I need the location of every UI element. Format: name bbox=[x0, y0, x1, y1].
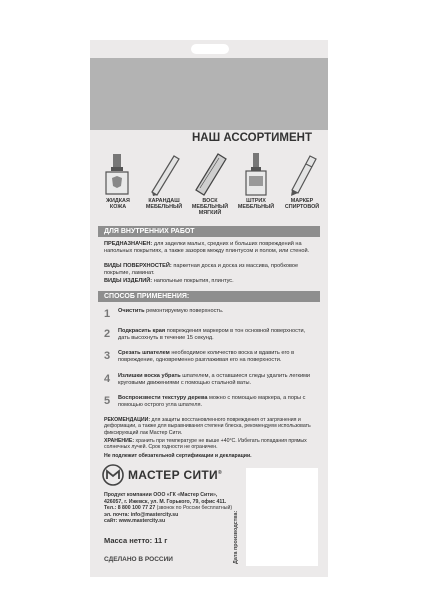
purpose-paragraph: ПРЕДНАЗНАЧЕН: для заделки малых, средних и больших повреждений на напольных покрытиях, а также зазоров между плинтусом и полом, или стеной. bbox=[104, 241, 310, 254]
assortment-title: НАШ АССОРТИМЕНТ bbox=[191, 132, 312, 144]
storage: ХРАНЕНИЕ: хранить при температуре не выше +40°С. Избегать попадания прямых солнечных лучей. Срок годности не ограничен. bbox=[104, 438, 307, 451]
usage-step: 3 Срезать шпателем необходимое количество воска и вдавить его в повреждение, одновременно разглаживая его на поверхности. bbox=[104, 350, 295, 363]
product-label: МАРКЕР СПИРТОВОЙ bbox=[284, 198, 320, 210]
brand-emblem-icon bbox=[102, 464, 124, 486]
product-label: ВОСК МЕБЕЛЬНЫЙ МЯГКИЙ bbox=[191, 198, 229, 216]
product-liquid-leather bbox=[94, 152, 142, 222]
production-date-label: Дата производства: bbox=[233, 510, 239, 564]
product-pencil bbox=[140, 152, 188, 222]
hang-hole bbox=[191, 44, 229, 54]
usage-step: 5 Воспроизвести текстуру дерева можно с помощью маркера, а поры с помощью острого угла шпателя. bbox=[104, 395, 306, 408]
brand-name: МАСТЕР СИТИ® bbox=[128, 468, 222, 482]
liquid-leather-bottle-icon bbox=[98, 152, 138, 196]
wax-stick-icon bbox=[190, 152, 230, 196]
usage-step: 1 Очистить ремонтируемую поверхность. bbox=[104, 308, 224, 320]
usage-step: 2 Подкрасить края повреждения маркером в тон основной поверхности, дать высохнуть в течение 15 секунд. bbox=[104, 328, 306, 341]
product-label: ШТРИХ МЕБЕЛЬНЫЙ bbox=[237, 198, 275, 210]
certification: Не подлежит обязательной сертификации и декларации. bbox=[104, 453, 252, 459]
producer-info: Продукт компании ООО «ГК «Мастер Сити», 426057, г. Ижевск, ул. М. Горького, 79, офис 411. Тел.: 8 800 100 77 27 (звонок по России бесплатный) эл. почта: info@mastercity.su сайт: www.mastercity.su bbox=[104, 492, 233, 525]
product-label: КАРАНДАШ МЕБЕЛЬНЫЙ bbox=[145, 198, 183, 210]
surfaces-paragraph: ВИДЫ ПОВЕРХНОСТЕЙ: паркетная доска и доска из массива, пробковое покрытие, ламинат. bbox=[104, 263, 299, 276]
recommendations: РЕКОМЕНДАЦИИ: для защиты восстановленного повреждения от загрязнения и деформации, а также для выравнивания степени блеска, рекомендуем использовать фиксирующий лак Мастер Сити. bbox=[104, 417, 311, 436]
products-row bbox=[90, 152, 328, 222]
touch-up-bottle-icon bbox=[236, 152, 276, 196]
product-touch-up bbox=[232, 152, 280, 222]
production-date-box bbox=[246, 468, 318, 566]
pencil-icon bbox=[144, 152, 184, 196]
product-marker bbox=[278, 152, 326, 222]
product-label: ЖИДКАЯ КОЖА bbox=[106, 198, 130, 210]
items-paragraph: ВИДЫ ИЗДЕЛИЙ: напольные покрытия, плинтус. bbox=[104, 278, 234, 284]
product-label-card bbox=[90, 40, 328, 577]
made-in: СДЕЛАНО В РОССИИ bbox=[104, 556, 173, 563]
brand-logo bbox=[102, 464, 252, 486]
usage-step: 4 Излишки воска убрать шпателем, а оставшиеся следы удалить легкими круговыми движениями с помощью стальной ваты. bbox=[104, 373, 311, 386]
indoor-heading: ДЛЯ ВНУТРЕННИХ РАБОТ bbox=[98, 226, 320, 237]
marker-icon bbox=[282, 152, 322, 196]
net-mass: Масса нетто: 11 г bbox=[104, 536, 168, 545]
product-wax bbox=[186, 152, 234, 222]
usage-heading: СПОСОБ ПРИМЕНЕНИЯ: bbox=[98, 291, 320, 302]
header-band bbox=[90, 58, 328, 130]
